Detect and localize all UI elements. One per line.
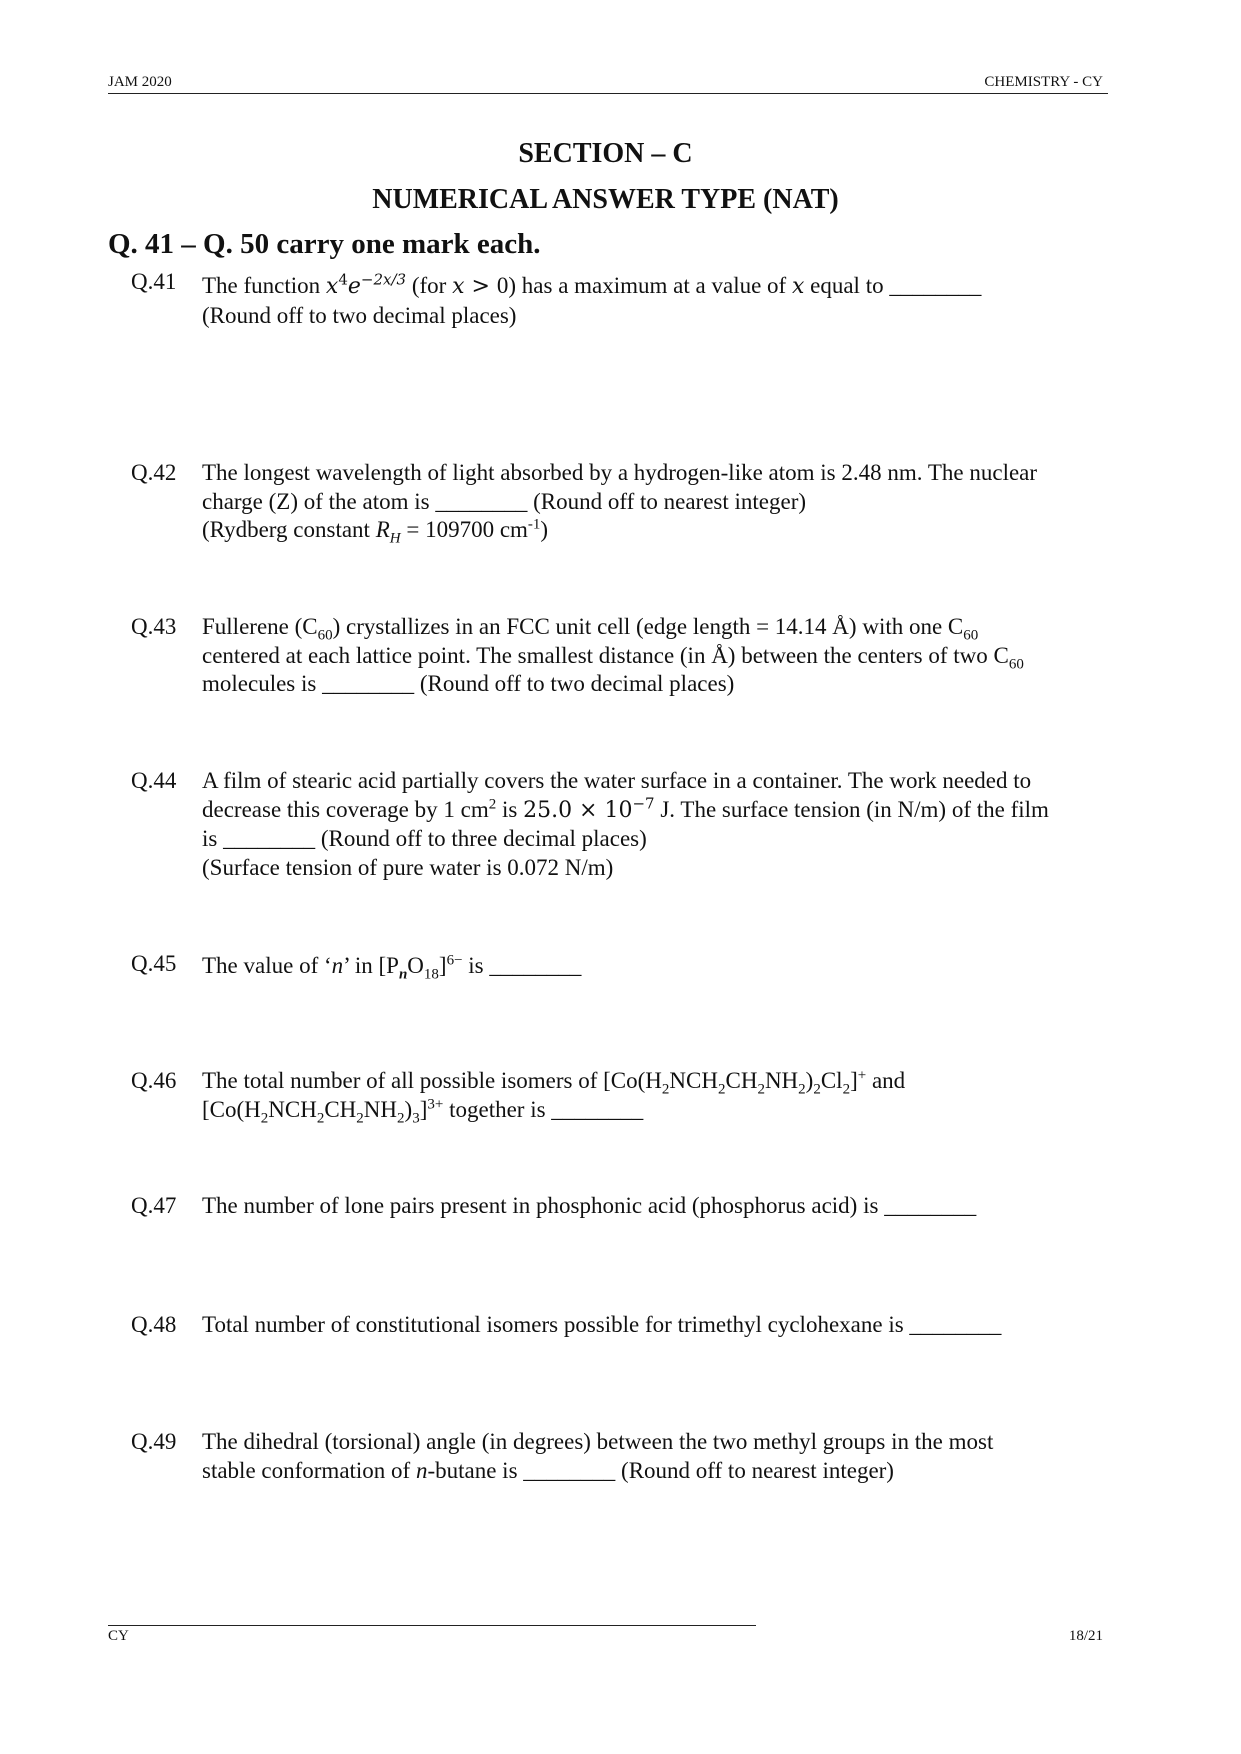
- header-exam-name: JAM 2020: [108, 74, 172, 90]
- question-number: Q.47: [131, 1193, 177, 1218]
- page-number: 18/21: [1068, 1628, 1103, 1644]
- question-text: The total number of all possible isomers of $[Co(H_2NCH_2CH_2NH_2)_2Cl_2]^+$ and $[Co(H_2NCH_2CH_2NH_2)_3]^{3+}$ together is ________: [202, 1067, 906, 1127]
- question-number: Q.43: [131, 614, 177, 639]
- question-number: Q.44: [131, 768, 177, 793]
- answer-blank: ________: [884, 1193, 977, 1218]
- question-text: Total number of constitutional isomers possible for trimethyl cyclohexane is ________: [202, 1312, 1002, 1337]
- question-text: The function $x^4e^{-2x/3}$ (for x > 0) has a maximum at a value of x equal to ________ (Round off to two decimal places): [202, 270, 982, 328]
- question-text: A film of stearic acid partially covers the water surface in a container. The work needed to decrease this coverage by 1 $cm^2$ is $25.0 \times 10^{-7}$ J. The surface tension (in N/m) of the film is ________ (Round off to three decimal places) (Surface tension of pure water is 0.072 N/m): [202, 768, 1049, 880]
- question-number: Q.49: [131, 1429, 177, 1454]
- footer-rule: [108, 1625, 756, 1626]
- header-subject: CHEMISTRY - CY: [984, 74, 1103, 90]
- answer-blank: ________: [551, 1096, 644, 1122]
- question-text: Fullerene $(C_{60})$ crystallizes in an FCC unit cell (edge length = 14.14 Å) with one $C_{60}$ centered at each lattice point. The smallest distance (in Å) between the centers of two $C_{60}$ molecules is ________ (Round off to two decimal places): [202, 614, 1024, 696]
- answer-blank: ________: [322, 671, 415, 696]
- section-subtitle: NUMERICAL ANSWER TYPE (NAT): [372, 184, 839, 215]
- section-title: SECTION – C: [518, 138, 693, 169]
- answer-blank: ________: [223, 826, 316, 851]
- question-text: The dihedral (torsional) angle (in degrees) between the two methyl groups in the most stable conformation of n-butane is ________ (Round off to nearest integer): [202, 1429, 994, 1483]
- answer-blank: ________: [489, 953, 582, 978]
- answer-blank: ________: [909, 1312, 1002, 1337]
- question-number: Q.45: [131, 951, 177, 976]
- question-text: The number of lone pairs present in phosphonic acid (phosphorus acid) is ________: [202, 1193, 977, 1218]
- answer-blank: ________: [435, 488, 528, 514]
- answer-blank: ________: [523, 1457, 616, 1483]
- answer-blank: ________: [889, 273, 982, 298]
- question-number: Q.48: [131, 1312, 177, 1337]
- question-number: Q.41: [131, 269, 177, 294]
- question-text: The value of ‘n’ in $[P_nO_{18}]^{6-}$ is ________: [202, 952, 582, 983]
- section-intro: Q. 41 – Q. 50 carry one mark each.: [108, 228, 541, 260]
- question-text: The longest wavelength of light absorbed by a hydrogen-like atom is 2.48 nm. The nuclear charge (Z) of the atom is ________ (Round off to nearest integer) (Rydberg constant $R_H = 109700$ $cm^{-1}$): [202, 460, 1038, 547]
- question-number: Q.42: [131, 460, 177, 485]
- header-rule: [108, 93, 1108, 94]
- footer-paper-code: CY: [108, 1628, 129, 1644]
- question-number: Q.46: [131, 1068, 177, 1093]
